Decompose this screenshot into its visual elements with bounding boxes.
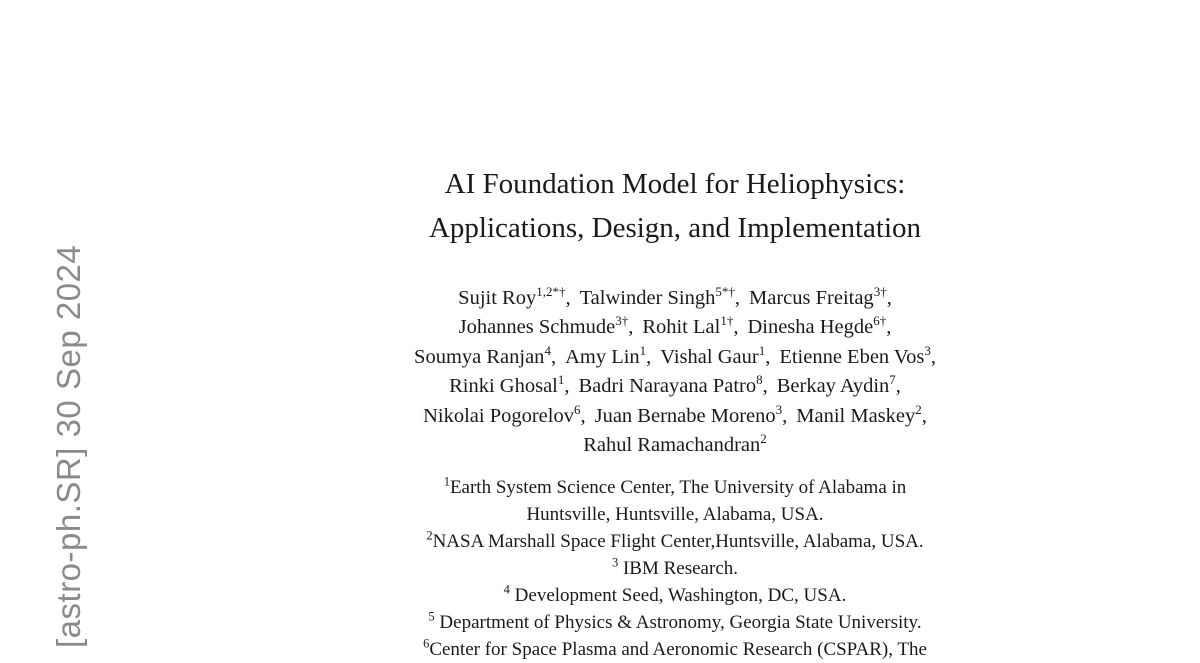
author bbox=[642, 313, 739, 339]
author-name: Amy Lin bbox=[565, 345, 640, 368]
author-name: Badri Narayana Patro bbox=[578, 375, 757, 398]
author bbox=[565, 342, 652, 368]
author-separator: , bbox=[930, 345, 936, 368]
author-name: Rinki Ghosal bbox=[449, 375, 558, 398]
author bbox=[660, 342, 771, 368]
author-separator: , bbox=[580, 404, 586, 427]
author bbox=[578, 372, 768, 398]
author bbox=[594, 401, 788, 427]
author-affiliation-marker: 7 bbox=[889, 372, 896, 388]
affiliation-line bbox=[175, 636, 1175, 663]
author-name: Dinesha Hegde bbox=[747, 316, 874, 339]
affiliation-list bbox=[175, 474, 1175, 663]
author-affiliation-marker: 1 bbox=[557, 372, 565, 388]
author bbox=[458, 284, 571, 309]
author bbox=[579, 284, 741, 309]
affiliation-marker: 3 bbox=[611, 555, 619, 570]
author-affiliation-marker: 3† bbox=[873, 284, 887, 300]
title-line-1: AI Foundation Model for Heliophysics: bbox=[444, 168, 906, 200]
author-name: Juan Bernabe Moreno bbox=[594, 404, 776, 427]
author-affiliation-marker: 1,2*† bbox=[536, 284, 566, 300]
author bbox=[749, 284, 892, 309]
author-affiliation-marker: 6 bbox=[573, 401, 581, 417]
affiliation-text: Huntsville, Huntsville, Alabama, USA. bbox=[526, 504, 824, 525]
author-name: Johannes Schmude bbox=[458, 316, 616, 339]
author bbox=[458, 313, 634, 339]
affiliation-text: NASA Marshall Space Flight Center,Huntsville, Alabama, USA. bbox=[432, 531, 924, 552]
author bbox=[449, 372, 570, 398]
author bbox=[583, 431, 767, 457]
author-separator: , bbox=[628, 316, 634, 339]
affiliation-marker: 1 bbox=[443, 474, 450, 489]
author-name: Talwinder Singh bbox=[579, 287, 716, 309]
author-separator: , bbox=[550, 345, 557, 368]
affiliation-line bbox=[175, 609, 1175, 636]
affiliation-text: Development Seed, Washington, DC, USA. bbox=[509, 585, 847, 606]
author-separator: , bbox=[565, 287, 571, 309]
author-affiliation-marker: 2 bbox=[760, 431, 767, 447]
author-name: Rahul Ramachandran bbox=[583, 434, 761, 457]
affiliation-line bbox=[175, 501, 1175, 528]
author-separator: , bbox=[646, 345, 652, 368]
author-affiliation-marker: 8 bbox=[756, 372, 763, 388]
author bbox=[776, 372, 901, 398]
author-separator: , bbox=[895, 375, 901, 398]
author-affiliation-marker: 4 bbox=[544, 342, 551, 358]
author-separator: , bbox=[765, 345, 771, 368]
affiliation-marker: 2 bbox=[426, 528, 433, 543]
author-name: Manil Maskey bbox=[796, 404, 916, 427]
author-affiliation-marker: 3 bbox=[775, 401, 783, 417]
author-name: Soumya Ranjan bbox=[414, 345, 545, 368]
author bbox=[779, 342, 936, 368]
author-separator: , bbox=[886, 287, 892, 309]
author bbox=[414, 342, 557, 368]
author-separator: , bbox=[886, 316, 892, 339]
author-line bbox=[175, 402, 1175, 431]
author-separator: , bbox=[564, 375, 570, 398]
author-separator: , bbox=[782, 404, 788, 427]
author-name: Nikolai Pogorelov bbox=[423, 404, 574, 427]
affiliation-line bbox=[175, 474, 1175, 501]
author-name: Etienne Eben Vos bbox=[779, 345, 925, 368]
author-affiliation-marker: 2 bbox=[915, 401, 922, 417]
author-affiliation-marker: 6† bbox=[873, 313, 887, 329]
author-affiliation-marker: 5*† bbox=[715, 284, 735, 300]
affiliation-line bbox=[175, 582, 1175, 609]
affiliation-marker: 6 bbox=[423, 636, 430, 651]
author-name: Rohit Lal bbox=[642, 316, 721, 339]
author-line bbox=[175, 431, 1175, 460]
affiliation-text: IBM Research. bbox=[618, 558, 739, 579]
arxiv-side-stamp: [astro-ph.SR] 30 Sep 2024 bbox=[50, 244, 87, 648]
author-separator: , bbox=[762, 375, 768, 398]
affiliation-text: Center for Space Plasma and Aeronomic Research (CSPAR), The bbox=[429, 639, 927, 660]
author-separator: , bbox=[733, 316, 739, 339]
author-line bbox=[175, 343, 1175, 372]
author bbox=[796, 401, 927, 427]
paper-title bbox=[175, 162, 1175, 250]
author-name: Berkay Aydin bbox=[776, 375, 890, 398]
title-line-2: Applications, Design, and Implementation bbox=[428, 212, 922, 244]
author-name: Vishal Gaur bbox=[660, 345, 759, 368]
author-name: Sujit Roy bbox=[458, 287, 537, 309]
author bbox=[423, 401, 586, 427]
affiliation-line bbox=[175, 555, 1175, 582]
author-affiliation-marker: 1 bbox=[639, 342, 647, 358]
affiliation-marker: 5 bbox=[428, 609, 435, 624]
author-name: Marcus Freitag bbox=[749, 287, 874, 309]
author bbox=[747, 313, 892, 339]
author-affiliation-marker: 1† bbox=[720, 313, 734, 329]
author-line bbox=[175, 372, 1175, 401]
author-separator: , bbox=[734, 287, 741, 309]
affiliation-text: Department of Physics & Astronomy, Georgia State University. bbox=[434, 612, 922, 633]
author-separator: , bbox=[921, 404, 927, 427]
author-affiliation-marker: 3 bbox=[924, 342, 931, 358]
author-affiliation-marker: 3† bbox=[615, 313, 629, 329]
author-list bbox=[175, 284, 1175, 460]
affiliation-marker: 4 bbox=[503, 582, 510, 597]
author-line bbox=[175, 313, 1175, 342]
affiliation-text: Earth System Science Center, The University of Alabama in bbox=[449, 477, 907, 498]
author-line bbox=[175, 284, 1175, 313]
author-affiliation-marker: 1 bbox=[758, 342, 766, 358]
affiliation-line bbox=[175, 528, 1175, 555]
